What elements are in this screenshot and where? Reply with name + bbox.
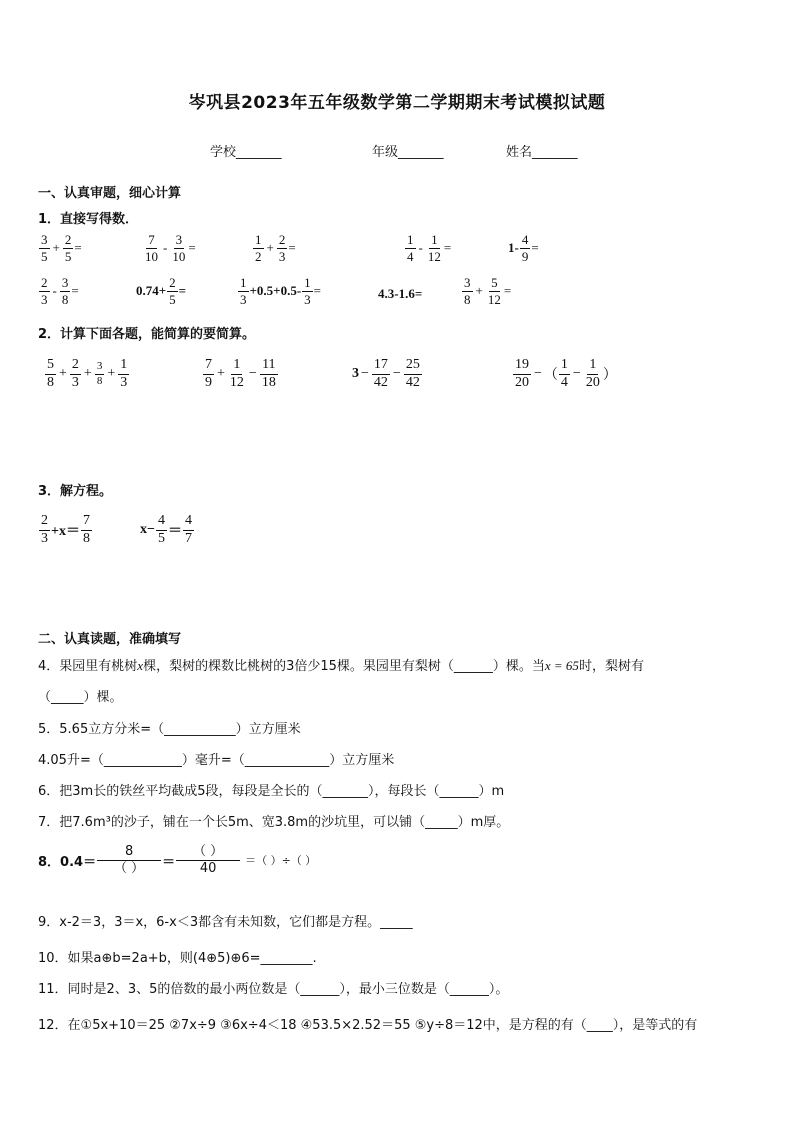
q5-line1: 5．5.65立方分米=（___________）立方厘米	[38, 722, 301, 737]
q8: 8．0.4＝ $\frac{8}{( )}$ ＝ $\frac{( )}{40}$ ＝（ ）÷（ ）	[38, 844, 317, 876]
q3-label: 3．解方程。	[38, 484, 113, 499]
q3-equation-2: x− $\frac{4}{5}$ ＝ $\frac{4}{7}$	[140, 513, 192, 546]
fraction: $\frac{7}{10}$	[145, 232, 158, 264]
fraction: $\frac{1}{2}$	[255, 232, 262, 264]
fraction: $\frac{3}{5}$	[41, 232, 48, 264]
q1-r2-expr-2: 0.74+ $\frac{2}{5}$ =	[136, 275, 187, 307]
q6: 6．把3m长的铁丝平均截成5段，每段是全长的（_______），每段长（______）m	[38, 784, 505, 799]
fraction: $\frac{8}{( )}$	[97, 845, 161, 875]
fraction: $\frac{5}{8}$	[47, 357, 54, 390]
fraction: $\frac{1}{4}$	[560, 357, 568, 390]
q2-expr-1: $\frac{5}{8}$ + $\frac{2}{3}$ + $\frac{3}{8}$ + $\frac{1}{3}$	[47, 357, 128, 390]
fraction: $\frac{2}{5}$	[169, 275, 176, 307]
q1-r2-expr-1: $\frac{2}{3}$ - $\frac{3}{8}$ =	[41, 275, 79, 307]
q3-equation-1: $\frac{2}{3}$ +x＝ $\frac{7}{8}$	[41, 513, 90, 546]
fraction: $\frac{2}{5}$	[64, 232, 72, 264]
fraction: $\frac{1}{12}$	[427, 232, 441, 264]
q10: 10．如果a⊕b=2a+b，则(4⊕5)⊕6=________.	[38, 951, 317, 966]
q1-label: 1．直接写得数．	[38, 212, 139, 227]
fraction: $\frac{25}{42}$	[405, 357, 420, 390]
fraction: $\frac{3}{8}$	[96, 360, 103, 387]
name-field: 姓名_______	[506, 145, 578, 160]
page-title: 岑巩县2023年五年级数学第二学期期末考试模拟试题	[188, 93, 606, 113]
fraction: $\frac{2}{3}$	[41, 275, 48, 307]
fraction: $\frac{11}{18}$	[261, 357, 276, 390]
q2-expr-3: 3 − $\frac{17}{42}$ − $\frac{25}{42}$	[352, 357, 420, 390]
fraction: $\frac{1}{20}$	[585, 357, 600, 390]
school-field: 学校_______	[210, 145, 282, 160]
fraction: $\frac{17}{42}$	[373, 357, 388, 390]
fraction: $\frac{1}{4}$	[407, 232, 414, 264]
fraction: $\frac{7}{8}$	[82, 513, 90, 546]
fraction: $\frac{4}{5}$	[157, 513, 165, 546]
q12: 12．在①5x+10＝25 ②7x÷9 ③6x÷4＜18 ④53.5×2.52＝55 ⑤y÷8＝12中，是方程的有（____），是等式的有	[38, 1018, 698, 1033]
fraction: $\frac{3}{10}$	[172, 232, 186, 264]
q2-expr-4: $\frac{19}{20}$ − （ $\frac{1}{4}$ − $\frac{1}{20}$ ）	[515, 357, 617, 390]
q2-expr-2: $\frac{7}{9}$ + $\frac{1}{12}$ − $\frac{11}{18}$	[205, 357, 276, 390]
q1-r1-expr-3: $\frac{1}{2}$ + $\frac{2}{3}$ =	[255, 232, 296, 264]
q1-r2-expr-4: 4.3-1.6=	[378, 286, 423, 301]
q1-r1-expr-1: $\frac{3}{5}$ + $\frac{2}{5}$ =	[41, 232, 82, 264]
q2-label: 2．计算下面各题，能简算的要简算。	[38, 327, 256, 342]
fraction: $\frac{1}{3}$	[304, 275, 311, 307]
q1-r2-expr-3: $\frac{1}{3}$ +0.5+0.5- $\frac{1}{3}$ =	[240, 275, 321, 307]
fraction: $\frac{19}{20}$	[515, 357, 529, 390]
fraction: $\frac{3}{8}$	[464, 275, 471, 307]
q1-r1-expr-4: $\frac{1}{4}$ - $\frac{1}{12}$ =	[407, 232, 452, 264]
section1-heading: 一、认真审题，细心计算	[38, 186, 182, 201]
fraction: $\frac{( )}{40}$	[176, 845, 240, 875]
fraction: $\frac{3}{8}$	[61, 275, 69, 307]
fraction: $\frac{4}{7}$	[184, 513, 192, 546]
q4-line2: （_____）棵。	[38, 690, 123, 705]
fraction: $\frac{5}{12}$	[487, 275, 501, 307]
fraction: $\frac{1}{3}$	[240, 275, 247, 307]
q7: 7．把7.6m³的沙子，铺在一个长5m、宽3.8m的沙坑里，可以铺（_____）m厚。	[38, 815, 510, 830]
fraction: $\frac{4}{9}$	[521, 232, 529, 264]
section2-heading: 二、认真读题，准确填写	[38, 632, 182, 647]
fraction: $\frac{1}{12}$	[229, 357, 244, 390]
q1-r2-expr-5: $\frac{3}{8}$ + $\frac{5}{12}$ =	[464, 275, 512, 307]
fraction: $\frac{7}{9}$	[205, 357, 212, 390]
fraction: $\frac{1}{3}$	[120, 357, 128, 390]
q5-line2: 4.05升=（____________）毫升=（_____________）立方厘米	[38, 753, 395, 768]
q1-r1-expr-2: $\frac{7}{10}$ - $\frac{3}{10}$ =	[145, 232, 196, 264]
q1-r1-expr-5: 1- $\frac{4}{9}$ =	[508, 232, 539, 264]
grade-field: 年级_______	[372, 145, 444, 160]
q4-line1: 4．果园里有桃树x棵，梨树的棵数比桃树的3倍少15棵。果园里有梨树（______）棵。当x = 65时，梨树有	[38, 658, 644, 674]
q11: 11．同时是2、3、5的倍数的最小两位数是（______），最小三位数是（______）。	[38, 982, 509, 997]
q9: 9．x-2＝3，3＝x，6-x＜3都含有未知数，它们都是方程。_____	[38, 915, 413, 930]
fraction: $\frac{2}{3}$	[278, 232, 286, 264]
fraction: $\frac{2}{3}$	[71, 357, 79, 390]
fraction: $\frac{2}{3}$	[41, 513, 48, 546]
